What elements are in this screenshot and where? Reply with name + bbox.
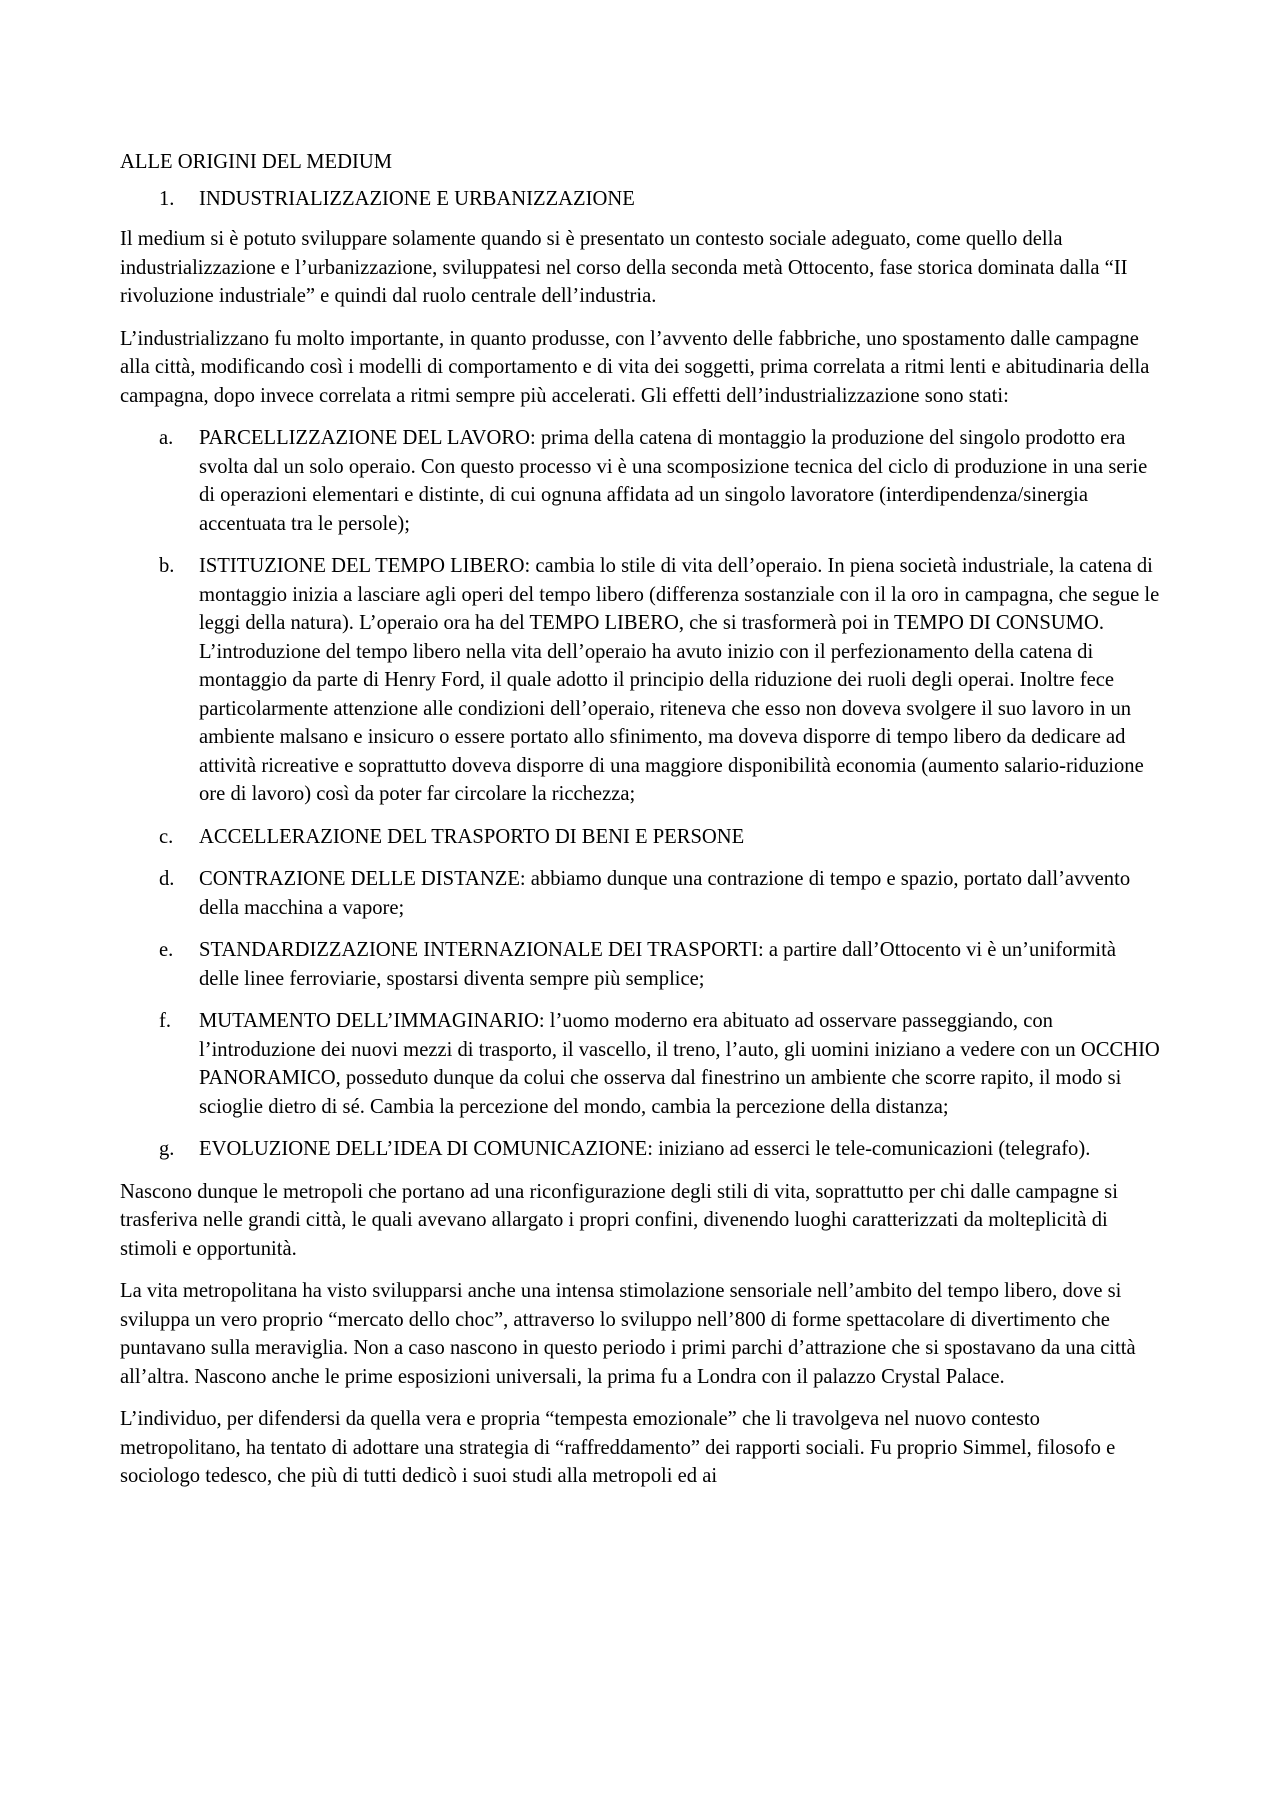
intro-paragraph: Il medium si è potuto sviluppare solamente quando si è presentato un contesto sociale adeguato, come quello della industrializzazione e l’urbanizzazione, sviluppatesi nel corso della seconda metà Ottocento, fase storica dominata dalla “II rivoluzione industriale” e quindi dal ruolo centrale dell’industria. bbox=[120, 228, 1128, 307]
list-item-text: PARCELLIZZAZIONE DEL LAVORO: prima della catena di montaggio la produzione del singolo prodotto era svolta dal un solo operaio. Con questo processo vi è una scomposizione tecnica del ciclo di produzione in una serie di operazioni elementari e distinte, di cui ognuna affidata ad un singolo lavoratore (interdipendenza/sinergia accentuata tra le persole); bbox=[199, 427, 1148, 535]
closing-paragraph: L’individuo, per difendersi da quella vera e propria “tempesta emozionale” che li travolgeva nel nuovo contesto metropolitano, ha tentato di adottare una strategia di “raffreddamento” dei rapporti sociali. Fu proprio Simmel, filosofo e sociologo tedesco, che più di tutti dedicò i suoi studi alla metropoli ed ai bbox=[120, 1408, 1116, 1487]
effects-list-item bbox=[120, 936, 1160, 993]
effects-list-item bbox=[120, 552, 1160, 809]
list-item-text: STANDARDIZZAZIONE INTERNAZIONALE DEI TRASPORTI: a partire dall’Ottocento vi è un’uniformità delle linee ferroviarie, spostarsi diventa sempre più semplice; bbox=[199, 939, 1116, 990]
list-item-text: MUTAMENTO DELL’IMMAGINARIO: l’uomo moderno era abituato ad osservare passeggiando, con l’introduzione dei nuovi mezzi di trasporto, il vascello, il treno, l’auto, gli uomini iniziano a vedere con un OCCHIO PANORAMICO, posseduto dunque da colui che osserva dal finestrino un ambiente che scorre rapito, il modo si scioglie dietro di sé. Cambia la percezione del mondo, cambia la percezione della distanza; bbox=[199, 1010, 1160, 1118]
section-heading-text: INDUSTRIALIZZAZIONE E URBANIZZAZIONE bbox=[199, 187, 635, 210]
document-title: ALLE ORIGINI DEL MEDIUM bbox=[120, 151, 393, 173]
effects-list-item bbox=[120, 1007, 1160, 1121]
list-item-text: ISTITUZIONE DEL TEMPO LIBERO: cambia lo stile di vita dell’operaio. In piena società industriale, la catena di montaggio inizia a lasciare agli operi del tempo libero (differenza sostanziale con il la oro in campagna, che segue le leggi della natura). L’operaio ora ha del TEMPO LIBERO, che si trasformerà poi in TEMPO DI CONSUMO. L’introduzione del tempo libero nella vita dell’operaio ha avuto inizio con il perfezionamento della catena di montaggio da parte di Henry Ford, il quale adotto il principio della riduzione dei ruoli degli operai. Inoltre fece particolarmente attenzione alle condizioni dell’operaio, riteneva che esso non doveva svolgere il suo lavoro in un ambiente malsano e insicuro o essere portato allo sfinimento, ma doveva disporre di tempo libero da dedicare ad attività ricreative e soprattutto doveva disporre di una maggiore disponibilità economia (aumento salario-riduzione ore di lavoro) così da poter far circolare la ricchezza; bbox=[199, 555, 1160, 805]
intro-paragraph: L’industrializzano fu molto importante, in quanto produsse, con l’avvento delle fabbriche, uno spostamento dalle campagne alla città, modificando così i modelli di comportamento e di vita dei soggetti, prima correlata a ritmi lenti e abitudinaria della campagna, dopo invece correlata a ritmi sempre più accelerati. Gli effetti dell’industrializzazione sono stati: bbox=[120, 327, 1150, 407]
list-marker: e. bbox=[159, 939, 174, 961]
list-marker: a. bbox=[159, 427, 174, 449]
list-marker: b. bbox=[159, 555, 175, 577]
list-marker: d. bbox=[159, 868, 175, 890]
document-page bbox=[120, 148, 1160, 1505]
list-marker: f. bbox=[159, 1010, 172, 1032]
list-marker: g. bbox=[159, 1138, 175, 1160]
effects-list-item bbox=[120, 424, 1160, 538]
effects-list-item bbox=[120, 1135, 1160, 1164]
effects-list bbox=[120, 424, 1160, 1164]
list-item-text: CONTRAZIONE DELLE DISTANZE: abbiamo dunque una contrazione di tempo e spazio, portato dall’avvento della macchina a vapore; bbox=[199, 868, 1131, 919]
section-heading bbox=[120, 185, 1160, 214]
list-item-text: ACCELLERAZIONE DEL TRASPORTO DI BENI E PERSONE bbox=[199, 825, 745, 848]
effects-list-item bbox=[120, 823, 1160, 852]
effects-list-item bbox=[120, 865, 1160, 922]
closing-paragraph: La vita metropolitana ha visto svilupparsi anche una intensa stimolazione sensoriale nell’ambito del tempo libero, dove si sviluppa un vero proprio “mercato dello choc”, attraverso lo sviluppo nell’800 di forme spettacolare di divertimento che puntavano sulla meraviglia. Non a caso nascono in questo periodo i primi parchi d’attrazione che si spostavano da una città all’altra. Nascono anche le prime esposizioni universali, la prima fu a Londra con il palazzo Crystal Palace. bbox=[120, 1280, 1136, 1388]
list-item-text: EVOLUZIONE DELL’IDEA DI COMUNICAZIONE: iniziano ad esserci le tele-comunicazioni (telegrafo). bbox=[199, 1138, 1091, 1160]
list-marker: c. bbox=[159, 825, 174, 848]
section-number: 1. bbox=[159, 187, 175, 210]
closing-paragraph: Nascono dunque le metropoli che portano ad una riconfigurazione degli stili di vita, soprattutto per chi dalle campagne si trasferiva nelle grandi città, le quali avevano allargato i propri confini, divenendo luoghi caratterizzati da molteplicità di stimoli e opportunità. bbox=[120, 1180, 1118, 1260]
